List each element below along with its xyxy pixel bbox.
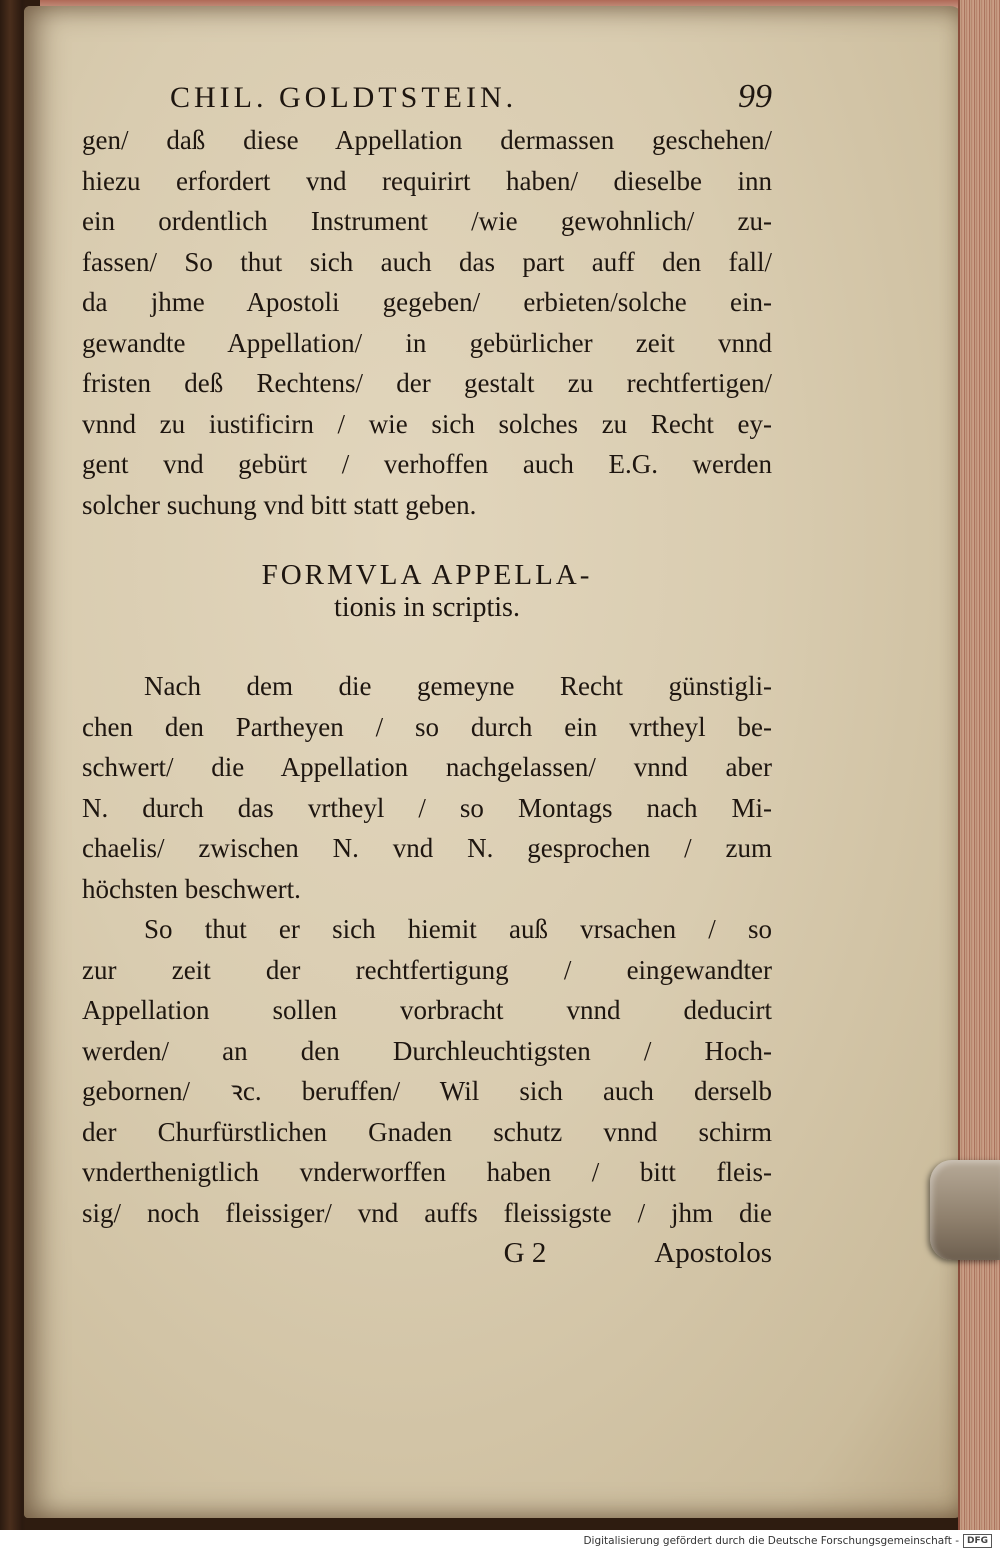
text-line: zur zeit der rechtfertigung / eingewandter	[82, 954, 772, 985]
page-number: 99	[738, 78, 772, 115]
text-line: der Churfürstlichen Gnaden schutz vnnd schirm	[82, 1116, 772, 1147]
signature-mark: G 2	[503, 1237, 547, 1269]
text-line: hiezu erfordert vnd requirirt haben/ dieselbe inn	[82, 165, 772, 196]
catchword: Apostolos	[654, 1237, 772, 1269]
heading-line-2: tionis in scriptis.	[334, 592, 520, 623]
paragraph-1	[82, 120, 772, 525]
text-line: da jhme Apostoli gegeben/ erbieten/solche ein-	[82, 287, 772, 317]
heading-line-1: FORMVLA APPELLA-	[261, 559, 593, 591]
text-line: sig/ noch fleissiger/ vnd auffs fleissigste / jhm die	[82, 1197, 772, 1228]
text-line: solcher suchung vnd bitt statt geben.	[82, 489, 477, 520]
text-line: Nach dem die gemeyne Recht günstigli-	[144, 671, 772, 701]
book-clasp	[930, 1160, 1000, 1260]
digitization-credit	[0, 1530, 1000, 1552]
text-line: fassen/ So thut sich auch das part auff den fall/	[82, 246, 772, 277]
text-line: N. durch das vrtheyl / so Montags nach Mi-	[82, 792, 772, 823]
text-line: gebornen/ ꝛc. beruffen/ Wil sich auch derselb	[82, 1076, 772, 1106]
running-head-title: CHIL. GOLDTSTEIN.	[170, 81, 518, 114]
text-line: gen/ daß diese Appellation dermassen geschehen/	[82, 125, 772, 155]
text-line: vnderthenigtlich vnderworffen haben / bitt fleis-	[82, 1157, 772, 1187]
text-line: höchsten beschwert.	[82, 873, 301, 904]
paragraph-2	[82, 666, 772, 909]
text-line: Appellation sollen vorbracht vnnd deducirt	[82, 995, 772, 1025]
page-footer	[82, 1237, 772, 1270]
text-line: So thut er sich hiemit auß vrsachen / so	[144, 914, 772, 944]
page-text	[82, 78, 772, 1270]
page-fore-edge	[958, 0, 1000, 1530]
text-line: schwert/ die Appellation nachgelassen/ vnnd aber	[82, 752, 772, 782]
text-line: vnnd zu iustificirn / wie sich solches zu Recht ey-	[82, 408, 772, 439]
text-line: fristen deß Rechtens/ der gestalt zu rechtfertigen/	[82, 368, 772, 398]
running-head	[170, 78, 772, 116]
text-line: chaelis/ zwischen N. vnd N. gesprochen / zum	[82, 833, 772, 863]
section-heading	[82, 559, 772, 624]
text-line: gent vnd gebürt / verhoffen auch E.G. werden	[82, 449, 772, 479]
text-line: gewandte Appellation/ in gebürlicher zeit vnnd	[82, 327, 772, 358]
text-line: ein ordentlich Instrument /wie gewohnlich/ zu-	[82, 206, 772, 236]
text-line: werden/ an den Durchleuchtigsten / Hoch-	[82, 1035, 772, 1066]
text-line: chen den Partheyen / so durch ein vrtheyl be-	[82, 711, 772, 742]
paragraph-3	[82, 909, 772, 1233]
credit-text: Digitalisierung gefördert durch die Deutsche Forschungsgemeinschaft -	[583, 1535, 959, 1547]
dfg-logo: DFG	[963, 1534, 992, 1548]
